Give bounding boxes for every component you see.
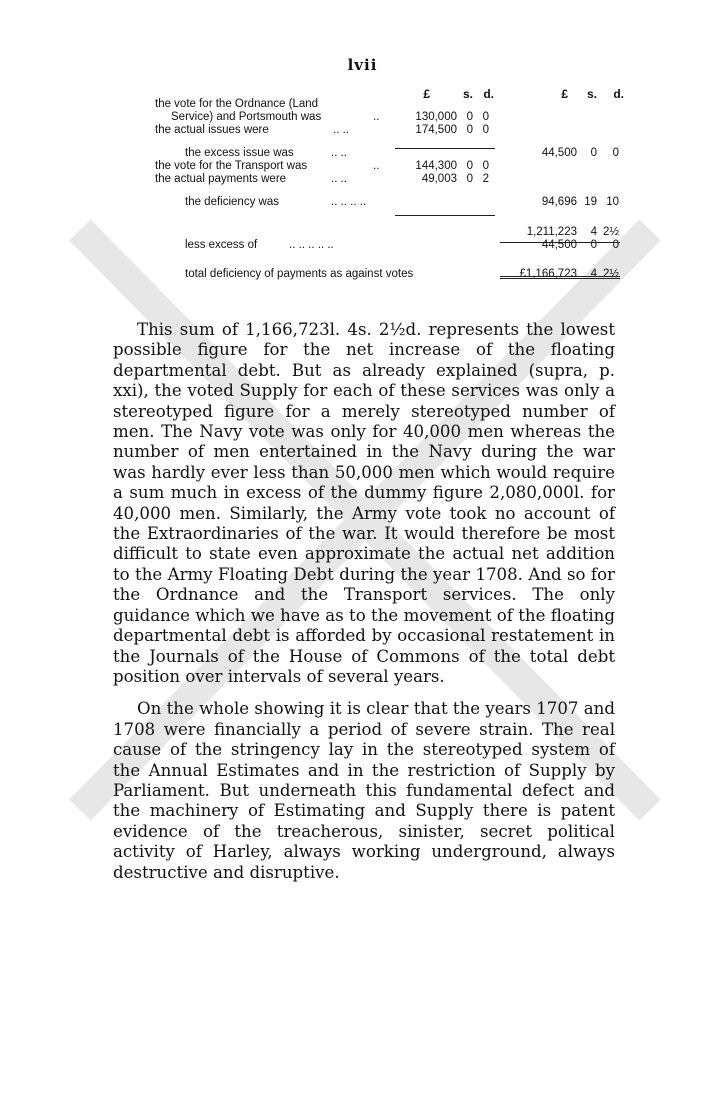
total-double-rule <box>500 278 620 279</box>
account-row-label: the excess issue was <box>185 147 294 159</box>
pounds-value: 174,500 <box>415 124 457 136</box>
pence-header-2: d. <box>613 87 624 101</box>
account-row <box>155 239 625 252</box>
page-number: lvii <box>347 56 378 74</box>
pounds-value: 94,696 <box>541 196 577 208</box>
pence-header: d. <box>483 87 494 101</box>
pence-value: 10 <box>606 196 619 208</box>
account-row <box>155 124 625 137</box>
pence-value: 2 <box>482 173 489 185</box>
paragraph: This sum of 1,166,723l. 4s. 2½d. represents the lowest possible figure for the net increase of the floating departmental debt. But as already explained (supra, p. xxi), the voted Supply for each of these services was only a stereotyped figure for a merely stereotyped number of men. The Navy vote was only for 40,000 men whereas the number of men entertained in the Navy during the war was hardly ever less than 50,000 men which would require a sum much in excess of the dummy figure 2,080,000l. for 40,000 men. Similarly, the Army vote took no account of the Extraordinaries of the war. It would therefore be most difficult to state even approximate the actual net addition to the Army Floating Debt during the year 1708. And so for the Ordnance and the Transport services. The only guidance which we have as to the movement of the floating departmental debt is afforded by occasional restatement in the Journals of the House of Commons of the total debt position over intervals of several years. <box>113 320 615 686</box>
shillings-value: 0 <box>466 160 473 172</box>
sum-rule <box>395 148 495 149</box>
pence-value: 0 <box>482 111 489 123</box>
account-table <box>155 87 625 280</box>
account-row <box>155 226 625 239</box>
pounds-header: £ <box>423 87 430 101</box>
account-row <box>155 196 625 209</box>
account-row <box>155 98 625 111</box>
pence-value: 0 <box>612 239 619 251</box>
shillings-value: 4 <box>590 268 597 280</box>
leader-dots: .. .. <box>331 173 347 185</box>
pence-value: 0 <box>612 147 619 159</box>
pounds-value: 144,300 <box>415 160 457 172</box>
leader-dots: .. .. .. .. .. <box>289 239 334 251</box>
pounds-value: 44,500 <box>541 147 577 159</box>
account-row-label: the actual issues were <box>155 124 269 136</box>
shillings-value: 0 <box>590 147 597 159</box>
pounds-value: 49,003 <box>421 173 457 185</box>
shillings-value: 19 <box>584 196 597 208</box>
account-row <box>155 173 625 186</box>
leader-dots: .. .. <box>331 147 347 159</box>
sum-rule <box>395 215 495 216</box>
shillings-header-2: s. <box>586 87 597 101</box>
leader-dots: .. <box>373 160 380 172</box>
pounds-value: 130,000 <box>415 111 457 123</box>
body-text <box>113 320 615 883</box>
account-row-label: less excess of <box>185 239 258 251</box>
pounds-value: £1,166,723 <box>519 268 577 280</box>
shillings-header: s. <box>462 87 473 101</box>
leader-dots: .. <box>373 111 380 123</box>
leader-dots: .. .. .. .. <box>331 196 367 208</box>
account-row <box>155 111 625 124</box>
shillings-value: 0 <box>466 173 473 185</box>
account-row-label: the vote for the Transport was <box>155 160 308 172</box>
leader-dots: .. .. <box>333 124 349 136</box>
shillings-value: 0 <box>466 111 473 123</box>
pence-value: 2½ <box>603 268 619 280</box>
shillings-value: 4 <box>590 226 597 238</box>
pounds-value: 1,211,223 <box>526 226 577 238</box>
shillings-value: 0 <box>466 124 473 136</box>
account-row <box>155 147 625 160</box>
pence-value: 2½ <box>603 226 619 238</box>
shillings-value: 0 <box>590 239 597 251</box>
sum-rule <box>500 242 620 243</box>
account-row <box>155 160 625 173</box>
pence-value: 0 <box>482 124 489 136</box>
sum-rule <box>500 276 620 277</box>
paragraph: On the whole showing it is clear that the years 1707 and 1708 were financially a period of severe strain. The real cause of the stringency lay in the stereotyped system of the Annual Estimates and in the restriction of Supply by Parliament. But underneath this fundamental defect and the machinery of Estimating and Supply there is patent evidence of the treacherous, sinister, secret political activity of Harley, always working underground, always destructive and disruptive. <box>113 699 615 882</box>
account-row-label: the deficiency was <box>185 196 279 208</box>
account-row-label: total deficiency of payments as against votes <box>185 268 414 280</box>
pence-value: 0 <box>482 160 489 172</box>
account-row-label: the vote for the Ordnance (Land <box>155 98 319 110</box>
account-row-label: Service) and Portsmouth was <box>171 111 322 123</box>
pounds-value: 44,500 <box>541 239 577 251</box>
account-total-row <box>155 268 625 281</box>
pounds-header-2: £ <box>561 87 568 101</box>
account-row-label: the actual payments were <box>155 173 287 185</box>
